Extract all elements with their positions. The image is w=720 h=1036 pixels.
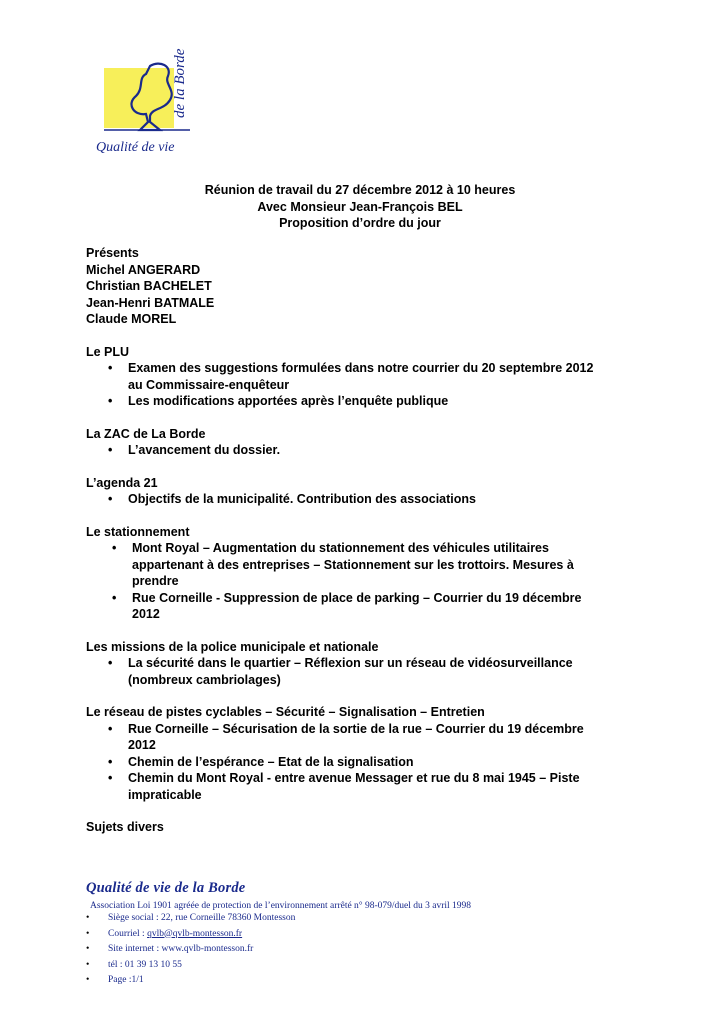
pistes-section (86, 704, 646, 803)
list-item-text: 2012 (128, 738, 156, 752)
bullet-icon: • (108, 361, 113, 375)
bullet-icon: • (108, 754, 113, 769)
bullet-icon: • (112, 590, 117, 605)
section-heading: La ZAC de La Borde (86, 426, 206, 441)
list-item-text: (nombreux cambriolages) (128, 672, 281, 687)
meeting-subtitle: Proposition d’ordre du jour (279, 216, 441, 230)
document-title-block (0, 182, 720, 232)
footer-site: Site internet : www.qvlb-montesson.fr (108, 944, 254, 954)
zac-section (86, 426, 646, 459)
agenda21-section (86, 475, 646, 508)
list-item-text: Objectifs de la municipalité. Contribution des associations (128, 492, 476, 506)
list-item (86, 360, 646, 393)
agenda-content (86, 245, 646, 852)
footer-page: Page :1/1 (108, 975, 144, 985)
pistes-list (86, 721, 646, 804)
bullet-icon: • (86, 928, 90, 939)
logo-yellow-square (104, 68, 174, 128)
footer-item (86, 942, 646, 958)
footer-tel: tél : 01 39 13 10 55 (108, 959, 182, 970)
list-item-text: Rue Corneille - Suppression de place de parking – Courrier du 19 décembre (132, 590, 582, 605)
agenda21-list (86, 491, 646, 508)
police-list (86, 655, 646, 688)
list-item-text: prendre (132, 574, 179, 588)
list-item-text: 2012 (132, 607, 160, 621)
section-heading: Le stationnement (86, 524, 190, 539)
bullet-icon: • (108, 656, 113, 670)
list-item (86, 754, 646, 771)
footer-contact-list (86, 911, 646, 989)
list-item-text: Chemin de l’espérance – Etat de la signalisation (128, 754, 414, 769)
presents-section (86, 245, 646, 328)
bullet-icon: • (108, 492, 113, 506)
present-name: Jean-Henri BATMALE (86, 295, 215, 310)
footer-item (86, 958, 646, 974)
meeting-guest: Avec Monsieur Jean-François BEL (257, 199, 463, 214)
section-heading: Le réseau de pistes cyclables – Sécurité – Signalisation – Entretien (86, 705, 485, 719)
list-item (86, 540, 646, 590)
list-item-text: Les modifications apportées après l’enquête publique (128, 394, 449, 408)
section-heading: Les missions de la police municipale et nationale (86, 639, 379, 654)
list-item-text: La sécurité dans le quartier – Réflexion sur un réseau de vidéosurveillance (128, 656, 573, 670)
list-item-text: au Commissaire-enquêteur (128, 377, 290, 392)
present-name: Claude MOREL (86, 312, 177, 326)
footer-association: Association Loi 1901 agréée de protection de l’environnement arrêté n° 98-079/duel du 3 avril 1998 (90, 901, 472, 911)
bullet-icon: • (112, 541, 117, 555)
list-item (86, 442, 646, 459)
plu-section (86, 344, 646, 410)
police-section (86, 639, 646, 689)
present-name: Michel ANGERARD (86, 262, 201, 277)
list-item (86, 590, 646, 623)
list-item-text: Chemin du Mont Royal - entre avenue Messager et rue du 8 mai 1945 – Piste (128, 771, 580, 785)
list-item-text: appartenant à des entreprises – Stationnement sur les trottoirs. Mesures à (132, 557, 574, 572)
list-item-text: Mont Royal – Augmentation du stationnement des véhicules utilitaires (132, 541, 549, 555)
bullet-icon: • (86, 959, 90, 970)
zac-list (86, 442, 646, 459)
divers-section (86, 819, 646, 836)
logo-text: Qualité de vie (96, 140, 175, 155)
plu-list (86, 360, 646, 410)
stationnement-list (86, 540, 646, 623)
list-item (86, 491, 646, 508)
footer-title: Qualité de vie de la Borde (86, 880, 246, 896)
email-link[interactable]: qvlb@qvlb-montesson.fr (147, 928, 243, 939)
page-footer (86, 880, 646, 989)
bullet-icon: • (86, 975, 90, 985)
meeting-title: Réunion de travail du 27 décembre 2012 à 10 heures (204, 183, 516, 197)
section-heading: Le PLU (86, 344, 130, 359)
logo-side-text: de la Borde (172, 48, 188, 118)
list-item-text: Rue Corneille – Sécurisation de la sortie de la rue – Courrier du 19 décembre (128, 721, 584, 736)
footer-siege: Siège social : 22, rue Corneille 78360 Montesson (108, 913, 296, 923)
footer-courriel-label: Courriel : (108, 928, 148, 939)
list-item (86, 721, 646, 754)
presents-heading: Présents (86, 246, 139, 260)
stationnement-section (86, 524, 646, 623)
footer-item (86, 911, 646, 927)
bullet-icon: • (86, 913, 90, 923)
present-name: Christian BACHELET (86, 279, 212, 293)
footer-item (86, 973, 646, 989)
list-item (86, 393, 646, 410)
list-item-text: impraticable (128, 787, 202, 802)
bullet-icon: • (108, 443, 113, 457)
bullet-icon: • (108, 394, 113, 408)
bullet-icon: • (86, 944, 90, 954)
section-heading: Sujets divers (86, 820, 164, 834)
bullet-icon: • (108, 771, 113, 785)
footer-item (86, 927, 646, 943)
list-item-text: L’avancement du dossier. (128, 443, 281, 457)
list-item-text: Examen des suggestions formulées dans notre courrier du 20 septembre 2012 (128, 361, 594, 375)
list-item (86, 770, 646, 803)
list-item (86, 655, 646, 688)
bullet-icon: • (108, 721, 113, 736)
section-heading: L’agenda 21 (86, 475, 158, 490)
